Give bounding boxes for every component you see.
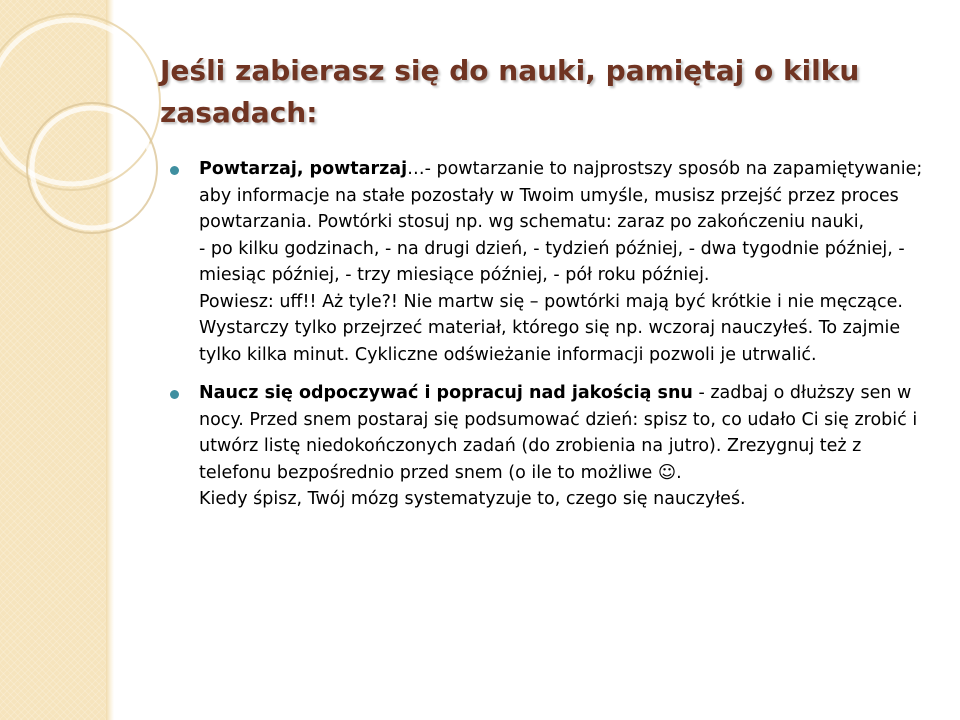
decorative-rings [0,0,180,260]
bullet-dot-icon [170,390,179,399]
bullet-line: - po kilku godzinach, - na drugi dzień, - tydzień później, - dwa tygodnie później, - miesiąc później, - trzy miesiące później, - pół roku później. [199,238,905,285]
bullet-line: Kiedy śpisz, Twój mózg systematyzuje to, czego się nauczyłeś. [199,489,746,509]
bullet-list [165,156,935,525]
bullet-text: …- powtarzanie to najprostszy sposób na zapamiętywanie; aby informacje na stałe pozostały w Twoim umyśle, musisz przejść przez proces powtarzania. Powtórki stosuj np. wg schematu: zaraz po zakończeniu nauki, [199,159,923,232]
bullet-dot-icon [170,166,179,175]
bullet-item-repetition [165,156,935,368]
bullet-lead: Naucz się odpoczywać i popracuj nad jakością snu [199,383,693,403]
bullet-text: - zadbaj o dłuższy sen w nocy. Przed snem postaraj się podsumować dzień: spisz to, co udało Ci się zrobić i utwórz listę niedokończonych zadań (do zrobienia na jutro). Zrezygnuj też z telefonu bezpośrednio przed snem (o ile to możliwe ☺. [199,383,918,483]
slide-title: Jeśli zabierasz się do nauki, pamiętaj o kilku zasadach: [160,54,860,129]
bullet-line: Powiesz: uff!! Aż tyle?! Nie martw się – powtórki mają być krótkie i nie męczące. Wystarczy tylko przejrzeć materiał, którego się np. wczoraj nauczyłeś. To zajmie tylko kilka minut. Cykliczne odświeżanie informacji pozwoli je utrwalić. [199,291,903,365]
bullet-item-sleep [165,380,935,513]
bullet-lead: Powtarzaj, powtarzaj [199,159,408,179]
